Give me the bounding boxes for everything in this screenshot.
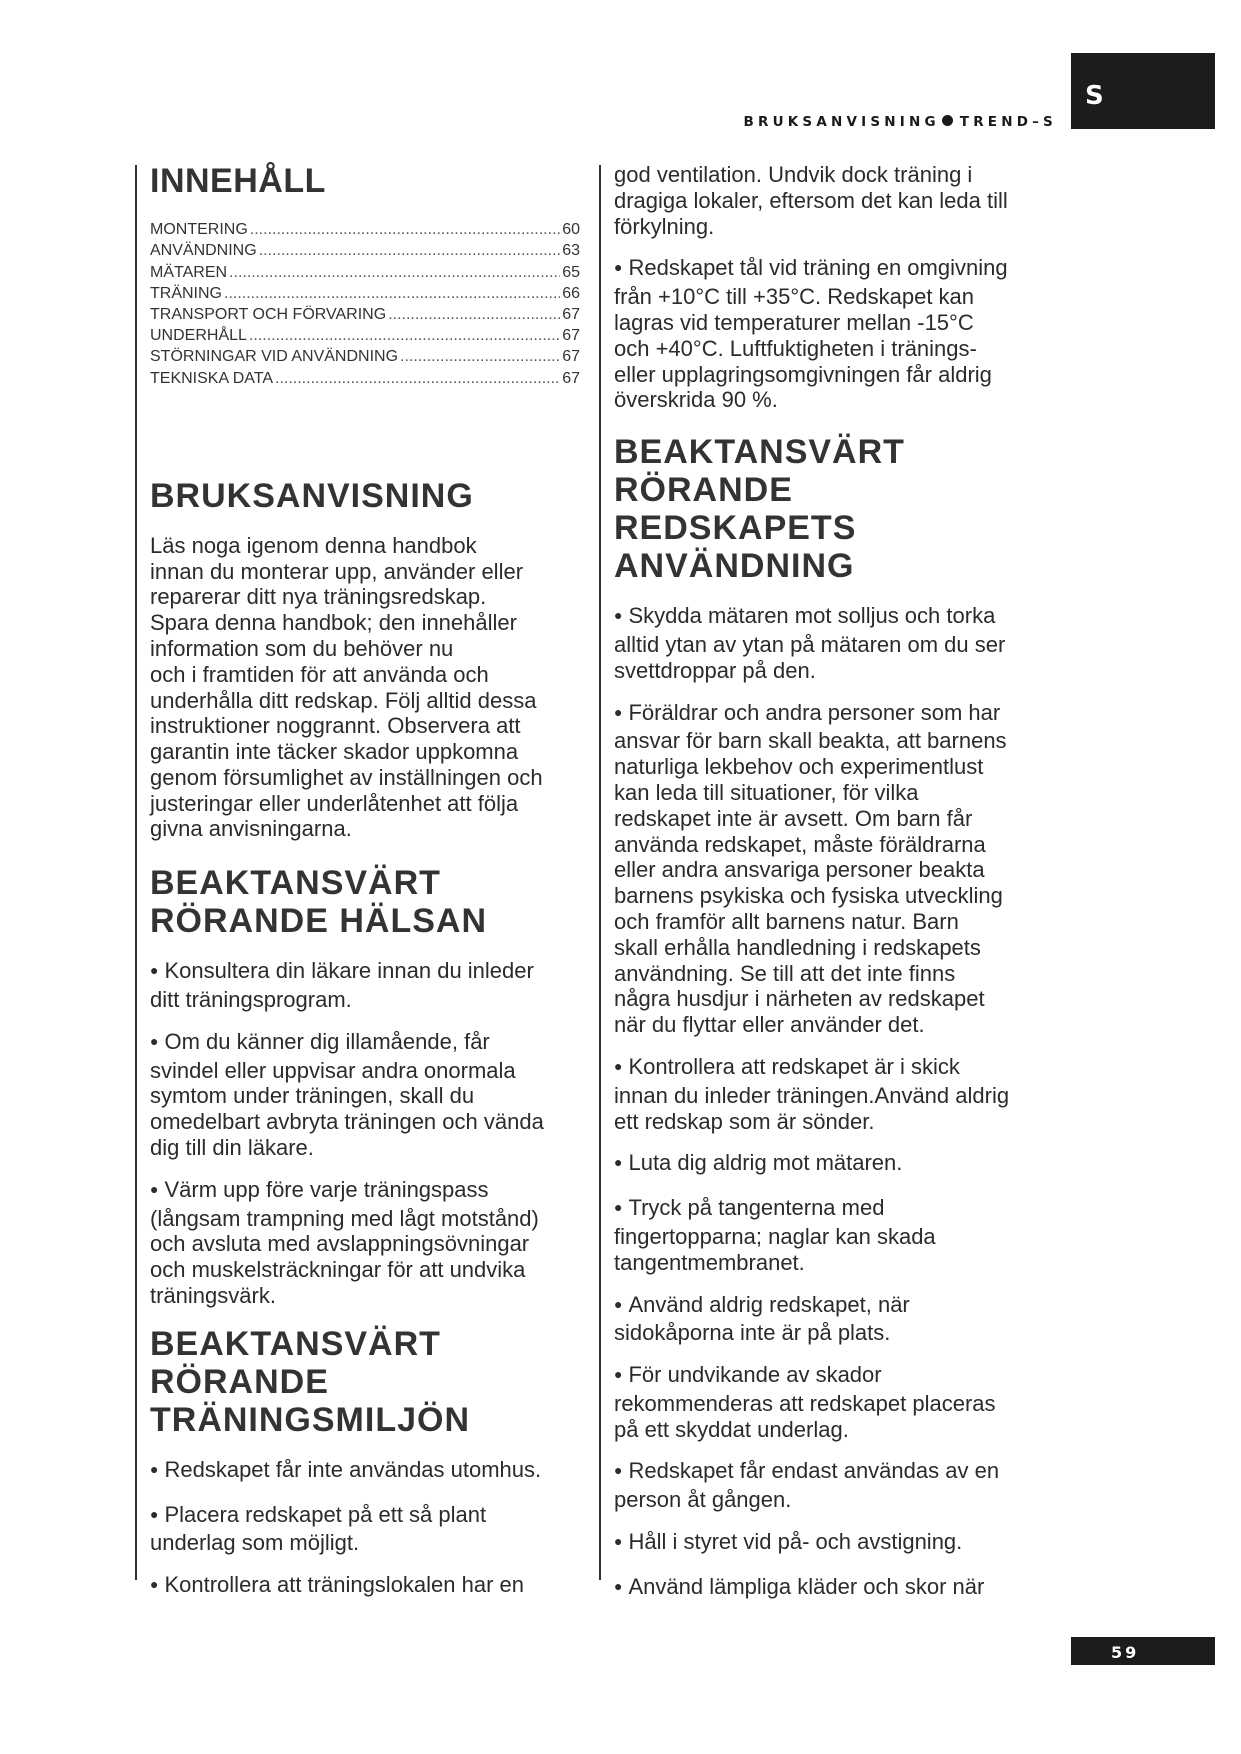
continuation-paragraph <box>614 162 1052 239</box>
usage-bullet-list <box>614 603 1052 1603</box>
heading-line: TRÄNINGSMILJÖN <box>150 1400 470 1439</box>
health-bullet-list <box>150 958 580 1309</box>
bullet-line: För undvikande av skador <box>628 1362 882 1388</box>
manual-heading: BRUKSANVISNING <box>150 476 474 515</box>
bullet-line: omedelbart avbryta träningen och vända <box>150 1109 544 1135</box>
bullet-line: Luta dig aldrig mot mätaren. <box>628 1150 903 1176</box>
environment-bullet-list-continued <box>614 255 1052 413</box>
right-column <box>614 162 1052 1619</box>
bullet-line: Redskapet får endast användas av en <box>628 1458 1000 1484</box>
bullet-line: dig till din läkare. <box>150 1135 314 1161</box>
language-tab <box>1071 53 1215 129</box>
manual-line: Läs noga igenom denna handbok <box>150 532 477 558</box>
toc-title: INNEHÅLL <box>150 162 326 200</box>
right-column-rule <box>599 165 601 1580</box>
toc-entry-label: TEKNISKA DATA <box>150 369 273 387</box>
bullet-item <box>150 1502 580 1557</box>
bullet-line: naturliga lekbehov och experimentlust <box>614 754 984 780</box>
manual-line: givna anvisningarna. <box>150 816 352 842</box>
toc-leader-dots <box>400 346 560 367</box>
bullet-item <box>150 1177 580 1309</box>
bullet-line: svindel eller uppvisar andra onormala <box>150 1057 516 1083</box>
toc-entry <box>150 325 580 346</box>
bullet-line: på ett skyddat underlag. <box>614 1416 849 1442</box>
manual-paragraph <box>150 533 580 843</box>
toc-entry-label: TRANSPORT OCH FÖRVARING <box>150 305 387 323</box>
manual-line: garantin inte täcker skador uppkomna <box>150 739 519 765</box>
toc-leader-dots <box>275 368 560 389</box>
continuation-line: förkylning. <box>614 213 715 239</box>
bullet-line: alltid ytan av ytan på mätaren om du ser <box>614 631 1006 657</box>
heading-line: BEAKTANSVÄRT <box>150 864 441 903</box>
bullet-item <box>614 1458 1052 1513</box>
bullet-line: Om du känner dig illamående, får <box>164 1028 490 1054</box>
toc-entry-label: STÖRNINGAR VID ANVÄNDNING <box>150 348 399 366</box>
bullet-item <box>614 1292 1052 1347</box>
bullet-item <box>614 603 1052 683</box>
manual-line: reparerar ditt nya träningsredskap. <box>150 584 487 610</box>
toc-entry <box>150 240 580 261</box>
bullet-line: ansvar för barn skall beakta, att barnens <box>614 728 1007 754</box>
manual-line: Spara denna handbok; den innehåller <box>150 610 517 636</box>
manual-line: instruktioner noggrannt. Observera att <box>150 713 521 739</box>
bullet-line: skall erhålla handledning i redskapets <box>614 934 981 960</box>
bullet-line: några husdjur i närheten av redskapet <box>614 986 985 1012</box>
bullet-line: användning. Se till att det inte finns <box>614 960 956 986</box>
bullet-line: tangentmembranet. <box>614 1249 805 1275</box>
toc-entry-page: 63 <box>562 242 580 260</box>
manual-line: genom försumlighet av inställningen och <box>150 764 543 790</box>
bullet-line: symtom under träningen, skall du <box>150 1083 475 1109</box>
continuation-line: god ventilation. Undvik dock träning i <box>614 162 973 187</box>
bullet-line: (långsam trampning med lågt motstånd) <box>150 1205 539 1231</box>
bullet-line: när du flyttar eller använder det. <box>614 1012 925 1038</box>
manual-line: underhålla ditt redskap. Följ alltid dessa <box>150 687 537 713</box>
bullet-line: Håll i styret vid på- och avstigning. <box>628 1529 963 1555</box>
bullet-line: ditt träningsprogram. <box>150 987 352 1013</box>
bullet-item <box>614 1054 1052 1134</box>
toc-entry-page: 60 <box>562 221 580 239</box>
bullet-line: och framför allt barnens natur. Barn <box>614 908 959 934</box>
bullet-line: innan du inleder träningen.Använd aldrig <box>614 1082 1010 1108</box>
bullet-item <box>614 1529 1052 1558</box>
bullet-line: Använd aldrig redskapet, när <box>628 1291 910 1317</box>
toc-entry-page: 66 <box>562 284 580 302</box>
bullet-line: Kontrollera att träningslokalen har en <box>164 1572 525 1598</box>
bullet-item <box>614 1150 1052 1179</box>
bullet-line: rekommenderas att redskapet placeras <box>614 1390 996 1416</box>
manual-line: innan du monterar upp, använder eller <box>150 558 524 584</box>
bullet-line: Konsultera din läkare innan du inleder <box>164 958 534 984</box>
toc-entry <box>150 262 580 283</box>
bullet-item <box>150 958 580 1013</box>
bullet-item <box>150 1572 580 1601</box>
toc-entry <box>150 219 580 240</box>
heading-line: REDSKAPETS <box>614 509 857 548</box>
bullet-item <box>614 255 1052 413</box>
heading-line: ANVÄNDNING <box>614 547 855 586</box>
bullet-line: Placera redskapet på ett så plant <box>164 1501 487 1527</box>
bullet-line: svettdroppar på den. <box>614 657 816 683</box>
header-model-label: TREND–S <box>959 114 1057 130</box>
bullet-line: sidokåporna inte är på plats. <box>614 1320 891 1346</box>
continuation-line: dragiga lokaler, eftersom det kan leda till <box>614 187 1008 213</box>
page-number-badge <box>1071 1637 1215 1665</box>
toc-entry-page: 65 <box>562 263 580 281</box>
toc-leader-dots <box>259 240 561 261</box>
bullet-line: och avsluta med avslappningsövningar <box>150 1231 530 1257</box>
toc-entry <box>150 346 580 367</box>
toc-entry-label: MONTERING <box>150 221 248 239</box>
environment-bullet-list <box>150 1457 580 1601</box>
toc-entry-label: TRÄNING <box>150 284 222 302</box>
toc-entry-page: 67 <box>562 369 580 387</box>
bullet-line: använda redskapet, måste föräldrarna <box>614 831 986 857</box>
bullet-line: Föräldrar och andra personer som har <box>628 699 1001 725</box>
bullet-line: Använd lämpliga kläder och skor när <box>628 1573 985 1599</box>
toc-list <box>150 219 580 389</box>
bullet-item <box>614 1362 1052 1442</box>
bullet-line: lagras vid temperaturer mellan -15°C <box>614 309 974 335</box>
language-tab-label: S <box>1085 81 1104 111</box>
bullet-dot-icon <box>942 115 953 126</box>
health-heading <box>150 864 580 940</box>
toc-entry-page: 67 <box>562 327 580 345</box>
heading-line: RÖRANDE <box>614 471 793 510</box>
toc-entry-label: MÄTAREN <box>150 263 228 281</box>
bullet-item <box>614 700 1052 1038</box>
header-manual-label: BRUKSANVISNING <box>743 114 940 130</box>
bullet-item <box>614 1574 1052 1603</box>
toc-entry <box>150 304 580 325</box>
environment-heading <box>150 1325 580 1439</box>
bullet-line: eller andra ansvariga personer beakta <box>614 857 985 883</box>
toc-leader-dots <box>250 219 560 240</box>
bullet-item <box>614 1195 1052 1275</box>
bullet-line: ett redskap som är sönder. <box>614 1108 875 1134</box>
bullet-line: från +10°C till +35°C. Redskapet kan <box>614 284 975 310</box>
bullet-item <box>150 1457 580 1486</box>
bullet-line: barnens psykiska och fysiska utveckling <box>614 883 1003 909</box>
bullet-line: Värm upp före varje träningspass <box>164 1176 489 1202</box>
heading-line: RÖRANDE <box>150 1362 329 1401</box>
heading-line: BEAKTANSVÄRT <box>614 433 905 472</box>
usage-heading <box>614 433 1052 585</box>
toc-leader-dots <box>388 304 560 325</box>
toc-leader-dots <box>249 325 560 346</box>
manual-line: information som du behöver nu <box>150 635 454 661</box>
bullet-line: person åt gången. <box>614 1487 792 1513</box>
toc-entry <box>150 283 580 304</box>
bullet-line: överskrida 90 %. <box>614 387 778 413</box>
bullet-item <box>150 1029 580 1161</box>
bullet-line: eller upplagringsomgivningen får aldrig <box>614 361 992 387</box>
left-column-rule <box>135 165 137 1580</box>
toc-entry-page: 67 <box>562 348 580 366</box>
bullet-line: och +40°C. Luftfuktigheten i tränings- <box>614 335 977 361</box>
bullet-line: redskapet inte är avsett. Om barn får <box>614 805 973 831</box>
page-number: 59 <box>1111 1643 1140 1662</box>
bullet-line: träningsvärk. <box>150 1283 276 1309</box>
bullet-line: kan leda till situationer, för vilka <box>614 779 919 805</box>
manual-line: och i framtiden för att använda och <box>150 661 489 687</box>
bullet-line: och muskelsträckningar för att undvika <box>150 1257 526 1283</box>
heading-line: BEAKTANSVÄRT <box>150 1324 441 1363</box>
toc-entry <box>150 368 580 389</box>
toc-entry-label: UNDERHÅLL <box>150 327 247 345</box>
bullet-line: underlag som möjligt. <box>150 1530 360 1556</box>
left-column <box>150 162 580 1617</box>
toc-leader-dots <box>229 262 560 283</box>
manual-line: justeringar eller underlåtenhet att följa <box>150 790 519 816</box>
running-header <box>744 114 1058 130</box>
toc-entry-page: 67 <box>562 305 580 323</box>
heading-line: RÖRANDE HÄLSAN <box>150 902 487 941</box>
bullet-line: Tryck på tangenterna med <box>628 1195 885 1221</box>
bullet-line: Redskapet får inte användas utomhus. <box>164 1456 542 1482</box>
bullet-line: Skydda mätaren mot solljus och torka <box>628 603 996 629</box>
bullet-line: Redskapet tål vid träning en omgivning <box>628 255 1008 281</box>
bullet-line: Kontrollera att redskapet är i skick <box>628 1053 960 1079</box>
toc-entry-label: ANVÄNDNING <box>150 242 257 260</box>
toc-leader-dots <box>224 283 560 304</box>
bullet-line: fingertopparna; naglar kan skada <box>614 1223 936 1249</box>
